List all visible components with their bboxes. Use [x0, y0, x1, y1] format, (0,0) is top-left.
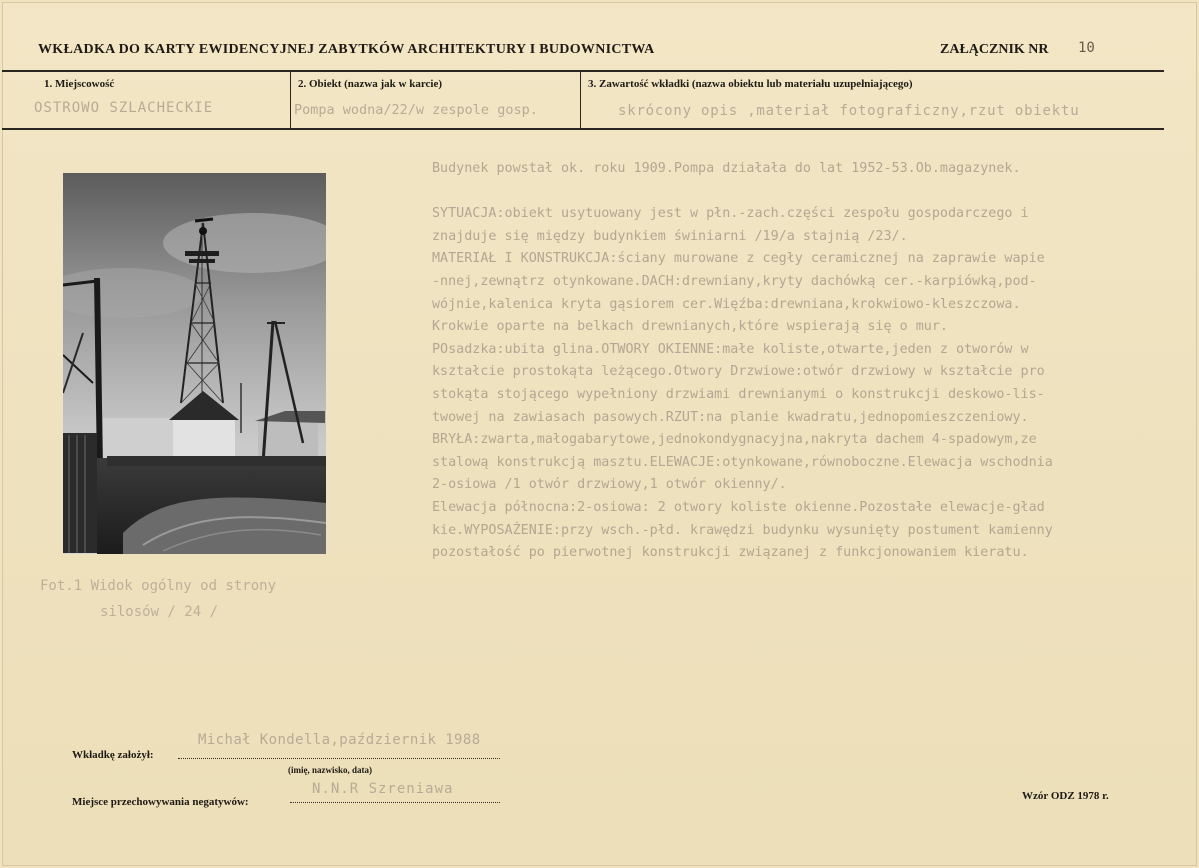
contents-value: skrócony opis ,materiał fotograficzny,rzut obiektu	[618, 103, 1080, 119]
negatives-underline	[290, 802, 500, 803]
description-line: twowej na zawiasach pasowych.RZUT:na planie kwadratu,jednopomieszczeniowy.	[432, 409, 1029, 425]
description-text	[432, 158, 1192, 565]
description-line: MATERIAŁ I KONSTRUKCJA:ściany murowane z cegły ceramicznej na zaprawie wapie	[432, 251, 1045, 267]
locality-label: 1. Miejscowość	[44, 78, 115, 90]
annex-label: ZAŁĄCZNIK NR	[940, 42, 1049, 57]
description-line	[432, 181, 1192, 204]
header-bottom-rule	[2, 128, 1164, 130]
form-reference: Wzór ODZ 1978 r.	[1022, 790, 1109, 802]
annex-number: 10	[1078, 40, 1095, 56]
object-value: Pompa wodna/22/w zespole gosp.	[294, 102, 538, 118]
description-line: BRYŁA:zwarta,małogabarytowe,jednokondygnacyjna,nakryta dachem 4-spadowym,ze	[432, 432, 1037, 448]
header-top-rule	[2, 70, 1164, 72]
locality-value: OSTROWO SZLACHECKIE	[34, 100, 214, 116]
negatives-value: N.N.R Szreniawa	[312, 781, 454, 797]
founder-note: (imię, nazwisko, data)	[288, 765, 372, 775]
founder-label: Wkładkę założył:	[72, 749, 154, 761]
founder-value: Michał Kondella,październik 1988	[198, 732, 481, 748]
description-line: Budynek powstał ok. roku 1909.Pompa działała do lat 1952-53.Ob.magazynek.	[432, 161, 1021, 176]
description-line: Krokwie oparte na belkach drewnianych,które wspierają się o mur.	[432, 319, 948, 335]
description-line: stokąta stojącego wypełniony drzwiami drewnianymi o konstrukcji deskowo-lis-	[432, 386, 1045, 402]
object-label: 2. Obiekt (nazwa jak w karcie)	[298, 78, 443, 90]
description-line: stalową konstrukcją masztu.ELEWACJE:otynkowane,równoboczne.Elewacja wschodnia	[432, 454, 1053, 470]
description-line: pozostałość po pierwotnej konstrukcji związanej z funkcjonowaniem kieratu.	[432, 545, 1029, 561]
photo-caption-line2: silosów / 24 /	[100, 604, 219, 620]
description-line: Elewacja północna:2-osiowa: 2 otwory koliste okienne.Pozostałe elewacje-gład	[432, 499, 1045, 515]
photo-illustration	[63, 173, 326, 554]
description-line: POsadzka:ubita glina.OTWORY OKIENNE:małe koliste,otwarte,jeden z otworów w	[432, 341, 1029, 357]
photo-caption-line1: Fot.1 Widok ogólny od strony	[40, 578, 277, 594]
founder-underline	[178, 758, 500, 759]
description-line: -nnej,zewnątrz otynkowane.DACH:drewniany,kryty dachówką cer.-karpiówką,pod-	[432, 273, 1037, 289]
field-divider-2	[580, 72, 581, 128]
form-title: WKŁADKA DO KARTY EWIDENCYJNEJ ZABYTKÓW ARCHITEKTURY I BUDOWNICTWA	[38, 42, 655, 57]
description-line: kształcie prostokąta leżącego.Otwory Drzwiowe:otwór drzwiowy w kształcie pro	[432, 364, 1045, 380]
description-line: znajduje się między budynkiem świniarni /19/a stajnią /23/.	[432, 228, 908, 244]
negatives-label: Miejsce przechowywania negatywów:	[72, 796, 249, 808]
contents-label: 3. Zawartość wkładki (nazwa obiektu lub materiału uzupełniającego)	[588, 78, 913, 90]
description-line: kie.WYPOSAŻENIE:przy wsch.-płd. krawędzi budynku wysunięty postument kamienny	[432, 522, 1053, 538]
field-divider-1	[290, 72, 291, 128]
description-line: wójnie,kalenica kryta gąsiorem cer.Więźba:drewniana,krokwiowo-kleszczowa.	[432, 296, 1021, 312]
description-line: SYTUACJA:obiekt usytuowany jest w płn.-zach.części zespołu gospodarczego i	[432, 206, 1029, 222]
description-line: 2-osiowa /1 otwór drzwiowy,1 otwór okienny/.	[432, 477, 787, 493]
photograph-pump-tower	[63, 173, 326, 554]
